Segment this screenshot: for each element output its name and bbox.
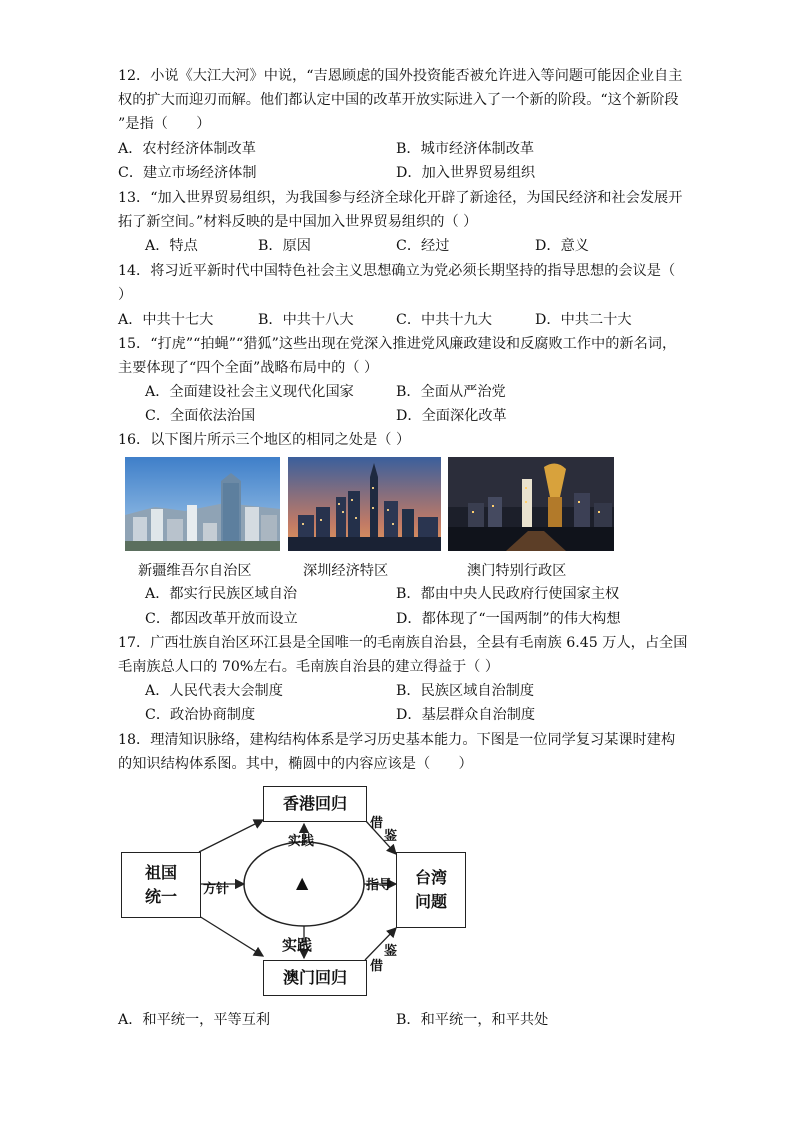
box-reunification-line1: 祖国: [144, 863, 177, 882]
box-reunification: [121, 852, 201, 918]
q14-stem-line1: 14．将习近平新时代中国特色社会主义思想确立为党必须长期坚持的指导思想的会议是（: [118, 263, 676, 279]
q14-option-b: B．中共十八大: [258, 312, 354, 328]
q17-stem-line2: 毛南族总人口的 70%左右。毛南族自治县的建立得益于（ ）: [118, 659, 500, 675]
q17-stem-line1: 17．广西壮族自治区环江县是全国唯一的毛南族自治县，全县有毛南族 6.45 万人，占全国: [118, 635, 688, 651]
q14-option-d: D．中共二十大: [535, 312, 632, 328]
caption-macau: 澳门特别行政区: [467, 563, 567, 579]
q15-option-b: B．全面从严治党: [396, 384, 506, 400]
q14-option-c: C．中共十九大: [396, 312, 492, 328]
q18-stem-line1: 18．理清知识脉络，建构结构体系是学习历史基本能力。下图是一位同学复习某课时建构: [118, 732, 676, 748]
q14-stem-line2: ）: [118, 287, 133, 303]
label-policy: 方针: [203, 882, 230, 897]
q18-stem-line2: 的知识结构体系图。其中，椭圆中的内容应该是（ ）: [118, 756, 473, 772]
q15-stem-line2: 主要体现了“四个全面”战略布局中的（ ）: [118, 360, 379, 376]
q14-option-a: A．中共十七大: [118, 312, 214, 328]
q18-option-a: A．和平统一，平等互利: [118, 1012, 271, 1028]
q17-option-a: A．人民代表大会制度: [145, 683, 283, 699]
label-practice-top: 实践: [288, 834, 315, 849]
q15-option-c: C．全面依法治国: [145, 408, 256, 424]
label-borrow-bottom-2: 借: [370, 959, 384, 974]
label-borrow-bottom-1: 鉴: [384, 944, 398, 959]
q13-stem-line1: 13．“加入世界贸易组织，为我国参与经济全球化开辟了新途径，为国民经济和社会发展开: [118, 190, 683, 206]
box-taiwan: [396, 852, 466, 928]
q13-stem-line2: 拓了新空间。”材料反映的是中国加入世界贸易组织的（ ）: [118, 214, 478, 230]
q17-option-c: C．政治协商制度: [145, 707, 256, 723]
q16-option-b: B．都由中央人民政府行使国家主权: [396, 586, 620, 602]
box-macau: 澳门回归: [263, 960, 367, 996]
box-taiwan-line2: 问题: [414, 892, 447, 911]
q12-option-c: C．建立市场经济体制: [118, 165, 257, 181]
q15-option-a: A．全面建设社会主义现代化国家: [145, 384, 354, 400]
box-taiwan-line1: 台湾: [414, 868, 447, 887]
label-guide: 指导: [366, 878, 393, 893]
q18-option-b: B．和平统一，和平共处: [396, 1012, 549, 1028]
q16-option-d: D．都体现了“一国两制”的伟大构想: [396, 611, 621, 627]
q13-option-a: A．特点: [145, 238, 198, 254]
triangle-marker-icon: ▲: [296, 873, 309, 892]
q12-stem-line2: 权的扩大而迎刃而解。他们都认定中国的改革开放实际进入了一个新的阶段。“这个新阶段: [118, 92, 679, 108]
q13-option-b: B．原因: [258, 238, 311, 254]
q16-option-a: A．都实行民族区域自治: [145, 586, 298, 602]
q12-stem-line1: 12．小说《大江大河》中说，“吉恩顾虑的国外投资能否被允许进入等问题可能因企业自主: [118, 68, 683, 84]
label-borrow-top-2: 鉴: [384, 829, 398, 844]
q12-option-a: A．农村经济体制改革: [118, 141, 256, 157]
label-practice-bottom: 实践: [282, 936, 313, 954]
q12-option-d: D．加入世界贸易组织: [396, 165, 536, 181]
q17-option-d: D．基层群众自治制度: [396, 707, 536, 723]
label-borrow-top-1: 借: [370, 816, 384, 831]
q17-option-b: B．民族区域自治制度: [396, 683, 535, 699]
box-reunification-line2: 统一: [144, 887, 177, 906]
q16-option-c: C．都因改革开放而设立: [145, 611, 298, 627]
q13-option-d: D．意义: [535, 238, 589, 254]
q15-option-d: D．全面深化改革: [396, 408, 507, 424]
caption-shenzhen: 深圳经济特区: [303, 563, 389, 579]
caption-xinjiang: 新疆维吾尔自治区: [138, 563, 252, 579]
q15-stem-line1: 15．“打虎”“拍蝇”“猎狐”这些出现在党深入推进党风廉政建设和反腐败工作中的新名词，: [118, 336, 677, 352]
box-hongkong: 香港回归: [263, 786, 367, 822]
q12-option-b: B．城市经济体制改革: [396, 141, 535, 157]
q13-option-c: C．经过: [396, 238, 450, 254]
q16-stem-line1: 16．以下图片所示三个地区的相同之处是（ ）: [118, 432, 411, 448]
q12-stem-line3: ”是指（ ）: [118, 116, 211, 132]
